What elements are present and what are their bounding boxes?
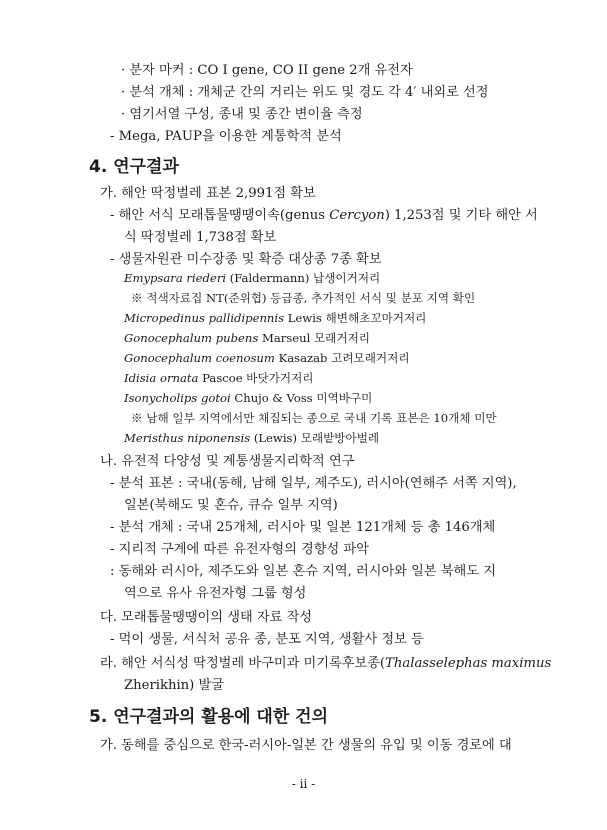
- text-line: - 생물자원관 미수장종 및 확증 대상종 7종 확보: [110, 252, 382, 267]
- text-line: - 분석 표본 : 국내(동해, 남해 일부, 제주도), 러시아(연해주 서쪽 지역),: [110, 476, 517, 491]
- text-line: · 염기서열 구성, 종내 및 종간 변이율 측정: [121, 107, 363, 122]
- text-line: - 지리적 구계에 따른 유전자형의 경향성 파악: [110, 542, 369, 557]
- species-line: [124, 349, 410, 367]
- text-line: 식 딱정벌레 1,738점 확보: [124, 230, 277, 245]
- text-run: - 해안 서식 모래톱물땡땡이속(genus: [110, 208, 330, 223]
- text-line: 나. 유전적 다양성 및 계통생물지리학적 연구: [100, 454, 355, 469]
- text-line: - Mega, PAUP을 이용한 계통학적 분석: [110, 129, 342, 144]
- text-line: · 분석 개체 : 개체군 간의 거리는 위도 및 경도 각 4′ 내외로 선정: [121, 85, 489, 100]
- page-number: - ii -: [291, 777, 316, 791]
- species-name: Isonycholips gotoi: [124, 391, 231, 405]
- species-author: (Faldermann) 납생이거저리: [226, 271, 381, 285]
- species-author: Pascoe 바닷가거저리: [198, 371, 314, 385]
- species-name: Micropedinus pallidipennis: [124, 311, 285, 325]
- genus-name: Cercyon: [329, 208, 385, 223]
- species-name: Thalasselephas maximus: [385, 656, 552, 671]
- text-line: 가. 해안 딱정벌레 표본 2,991점 확보: [100, 186, 316, 201]
- text-line: · 분자 마커 : CO I gene, CO II gene 2개 유전자: [121, 63, 413, 78]
- species-name: Idisia ornata: [124, 371, 199, 385]
- note-line: ※ 남해 일부 지역에서만 채집되는 종으로 국내 기록 표본은 10개체 미만: [131, 411, 497, 425]
- species-author: Lewis 해변해초꼬마거저리: [284, 311, 427, 325]
- species-line: [124, 369, 313, 387]
- species-author: Kasazab 고려모래거저리: [274, 351, 410, 365]
- text-run: ) 1,253점 및 기타 해안 서: [384, 208, 538, 223]
- species-line: [124, 309, 426, 327]
- text-line: - 분석 개체 : 국내 25개체, 러시아 및 일본 121개체 등 총 146개체: [110, 520, 496, 535]
- species-name: Gonocephalum coenosum: [124, 351, 275, 365]
- note-line: ※ 적색자료집 NT(준위협) 등급종, 추가적인 서식 및 분포 지역 확인: [131, 291, 476, 305]
- text-line: [100, 655, 551, 673]
- species-line: [124, 389, 372, 407]
- text-line: Zherikhin) 발굴: [124, 678, 224, 693]
- text-line: 다. 모래톱물땡땡이의 생태 자료 작성: [100, 610, 313, 625]
- species-line: [124, 429, 379, 447]
- species-author: Chujo & Voss 미역바구미: [230, 391, 373, 405]
- text-line: : 동해와 러시아, 제주도와 일본 혼슈 지역, 러시아와 일본 북해도 지: [110, 564, 496, 579]
- section-heading: 4. 연구결과: [89, 157, 179, 177]
- text-line: [110, 207, 538, 225]
- text-line: 가. 동해를 중심으로 한국-러시아-일본 간 생물의 유입 및 이동 경로에 대: [100, 738, 512, 753]
- text-run: 라. 해안 서식성 딱정벌레 바구미과 미기록후보종(: [100, 656, 386, 671]
- species-name: Emypsara riederi: [124, 271, 227, 285]
- section-heading: 5. 연구결과의 활용에 대한 건의: [89, 707, 329, 727]
- species-line: [124, 329, 370, 347]
- text-line: - 먹이 생물, 서식처 공유 종, 분포 지역, 생활사 정보 등: [110, 632, 424, 647]
- text-line: 일본(북해도 및 혼슈, 큐슈 일부 지역): [124, 498, 338, 513]
- text-line: 역으로 유사 유전자형 그룹 형성: [124, 586, 307, 601]
- species-name: Gonocephalum pubens: [124, 331, 259, 345]
- species-name: Meristhus niponensis: [124, 431, 251, 445]
- species-author: Marseul 모래거저리: [258, 331, 370, 345]
- species-author: (Lewis) 모래밭방아벌레: [250, 431, 380, 445]
- species-line: [124, 269, 380, 287]
